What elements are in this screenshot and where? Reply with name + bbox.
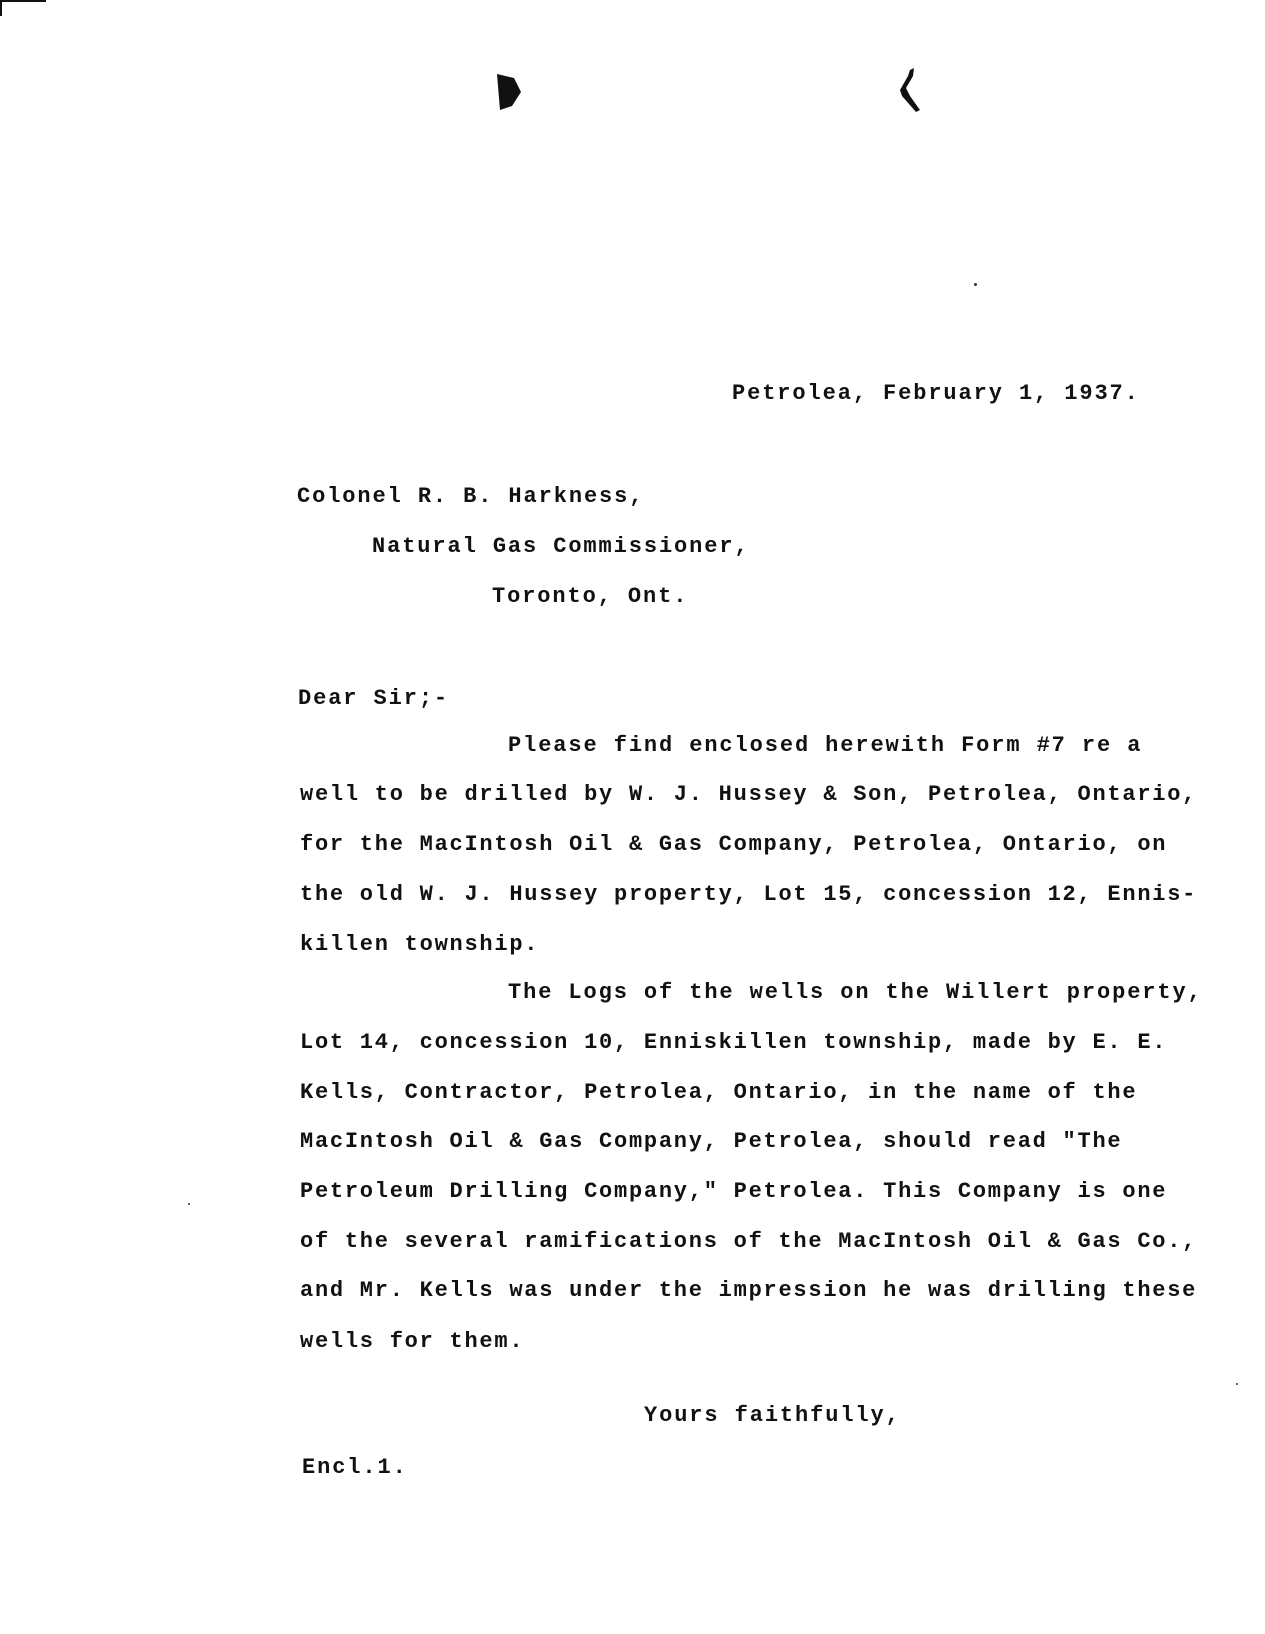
recipient-name: Colonel R. B. Harkness, xyxy=(297,484,645,509)
recipient-city: Toronto, Ont. xyxy=(492,584,689,609)
paragraph-1-line: well to be drilled by W. J. Hussey & Son, Petrolea, Ontario, xyxy=(300,782,1198,807)
recipient-title: Natural Gas Commissioner, xyxy=(372,534,750,559)
closing: Yours faithfully, xyxy=(644,1403,901,1428)
paragraph-1-line: for the MacIntosh Oil & Gas Company, Petrolea, Ontario, on xyxy=(300,832,1168,857)
paragraph-1-line: Please find enclosed herewith Form #7 re a xyxy=(508,733,1143,758)
paragraph-1-line: the old W. J. Hussey property, Lot 15, concession 12, Ennis- xyxy=(300,882,1198,907)
paragraph-2-line: and Mr. Kells was under the impression he was drilling these xyxy=(300,1278,1198,1303)
scan-edge-left xyxy=(0,0,2,16)
enclosure-note: Encl.1. xyxy=(302,1455,408,1480)
paragraph-2-line: wells for them. xyxy=(300,1329,525,1354)
paragraph-2-line: Petroleum Drilling Company," Petrolea. This Company is one xyxy=(300,1179,1168,1204)
scan-speck xyxy=(188,1203,190,1205)
paragraph-2-line: The Logs of the wells on the Willert property, xyxy=(508,980,1203,1005)
punch-hole-mark-left xyxy=(494,72,524,112)
paragraph-1-line: killen township. xyxy=(300,932,540,957)
scan-edge-top xyxy=(0,0,46,2)
dateline: Petrolea, February 1, 1937. xyxy=(732,381,1140,406)
punch-hole-mark-right xyxy=(896,66,926,116)
scan-speck xyxy=(1236,1383,1238,1385)
paragraph-2-line: Lot 14, concession 10, Enniskillen township, made by E. E. xyxy=(300,1030,1168,1055)
paragraph-2-line: MacIntosh Oil & Gas Company, Petrolea, should read "The xyxy=(300,1129,1123,1154)
scan-speck xyxy=(974,283,977,286)
paragraph-2-line: Kells, Contractor, Petrolea, Ontario, in the name of the xyxy=(300,1080,1138,1105)
paragraph-2-line: of the several ramifications of the MacIntosh Oil & Gas Co., xyxy=(300,1229,1198,1254)
salutation: Dear Sir;- xyxy=(298,686,450,711)
